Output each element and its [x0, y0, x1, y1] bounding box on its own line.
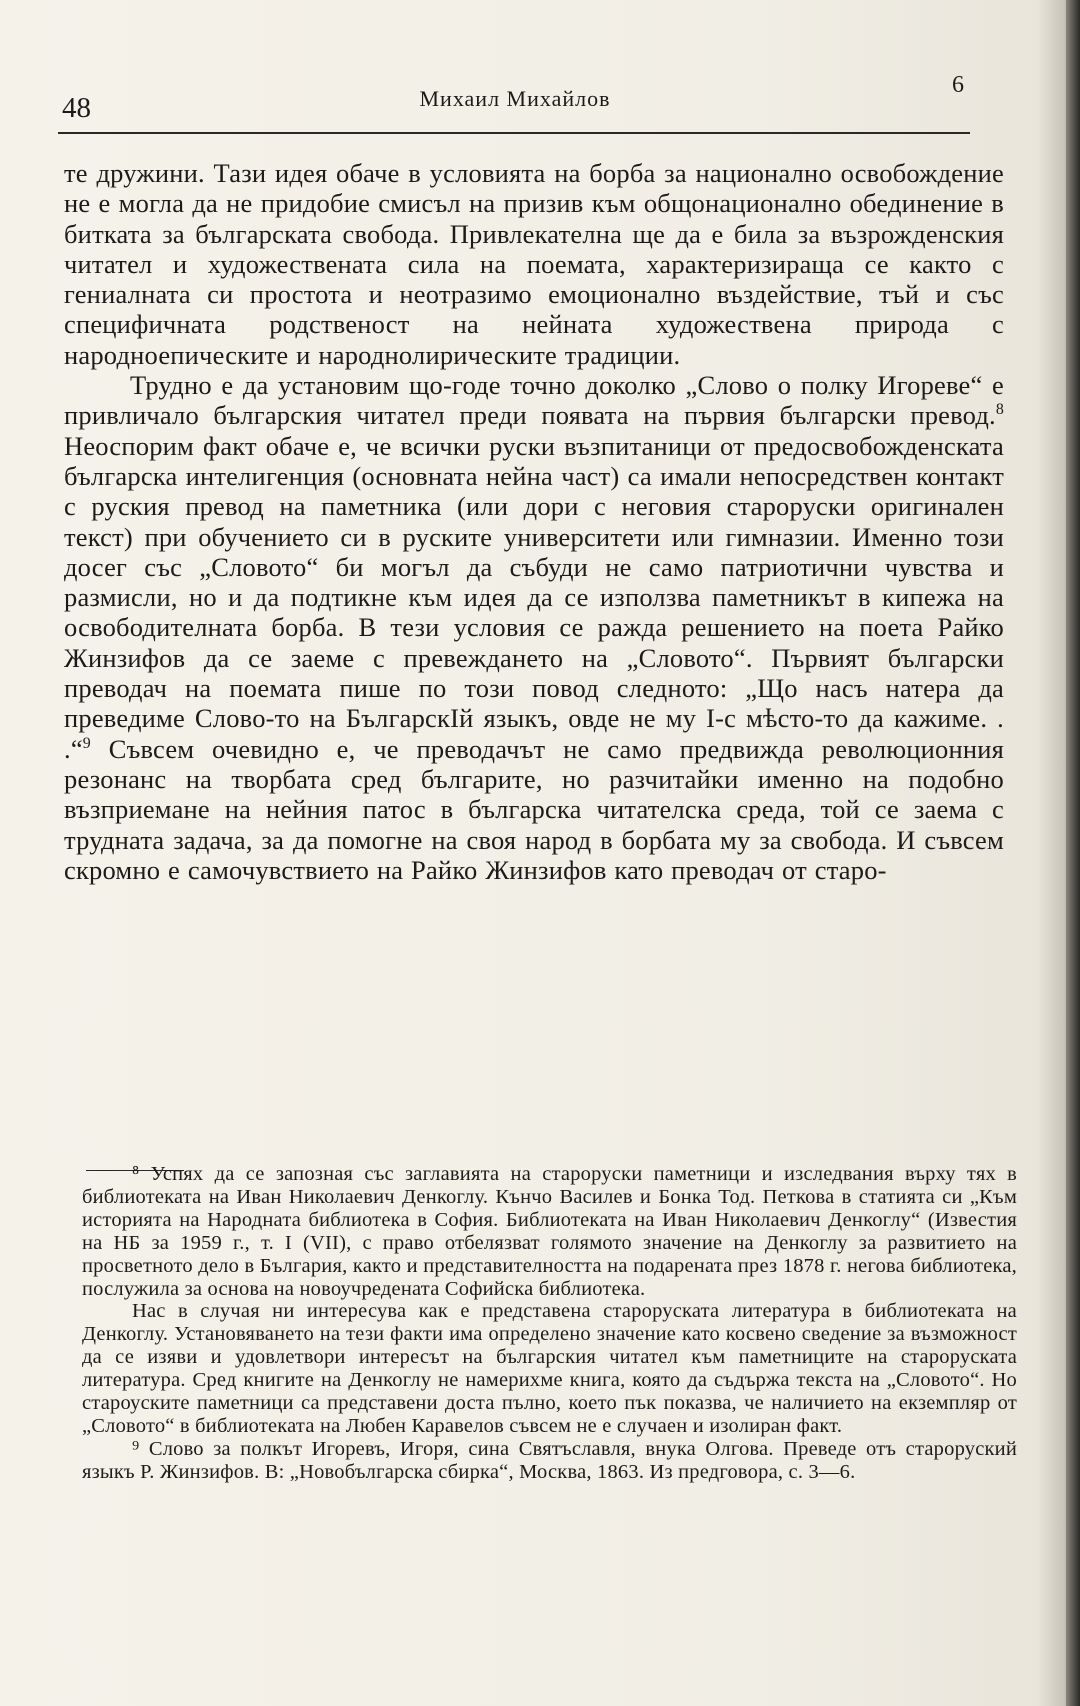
page-header: [60, 72, 970, 128]
main-text: [64, 158, 1004, 885]
header-rule: [58, 132, 970, 134]
book-spine-shadow: [1066, 0, 1080, 1706]
paragraph-1: те дружини. Тази идея обаче в условията на борба за национално освобождение не е могла да не придобие смисъл на призив към общонационално обединение в битката за българската свобода. Привлекателна ще да е била за възрожденския читател и художествената сила на поемата, характеризираща се както с гениалната си простота и неотразимо емоционално въздействие, тъй и със специфичната родственост на нейната художествена природа с народноепическите и народнолирическите традиции.: [64, 158, 1004, 370]
footnote-9: ⁹ Слово за полкът Игоревъ, Игоря, сина Святъславля, внука Олгова. Преведе отъ староруский языкъ Р. Жинзифов. В: „Новобългарска сбирка“, Москва, 1863. Из предговора, с. 3—6.: [82, 1437, 1017, 1483]
footnote-8: ⁸ Успях да се запозная със заглавията на староруски паметници и изследвания върху тях в библиотеката на Иван Николаевич Денкоглу. Кънчо Василев и Бонка Тод. Петкова в статията си „Към историята на Народната библиотека в София. Библиотеката на Иван Николаевич Денкоглу“ (Известия на НБ за 1959 г., т. I (VII), с право отбелязват голямото значение на Денкоглу за развитието на просветното дело в България, както и представителността на подарената през 1878 г. негова библиотека, послужила за основа на новоучредената Софийска библиотека.: [82, 1163, 1017, 1300]
paragraph-2-part-a: Трудно е да установим що-годе точно доколко „Слово о полку Игореве“ е привличало българския читател преди появата на първия български превод.: [64, 370, 1004, 431]
corner-mark: 6: [952, 72, 964, 98]
page-number: 48: [62, 92, 91, 124]
footnote-8-continued: Нас в случая ни интересува как е представена староруската литература в библиотеката на Денкоглу. Установяването на тези факти има определено значение като косвено сведение за възможност да се изяви и удовлетвори интересът на българския читател към паметниците на староруската литература. Сред книгите на Денкоглу не намерихме книга, която да съдържа текста на „Словото“. Но староуските паметници са представени доста пълно, което пък показва, че наличието на екземпляр от „Словото“ в библиотеката на Любен Каравелов съвсем не е случаен и изолиран факт.: [82, 1300, 1017, 1437]
paragraph-2-part-c: Съвсем очевидно е, че преводачът не само предвижда революционния резонанс на творбата сред българите, но разчитайки именно на подобно възприемане на нейния патос в българска читателска среда, той се заема с трудната задача, за да помогне на своя народ в борбата му за свобода. И съвсем скромно е самочувствието на Райко Жинзифов като преводач от старо-: [64, 733, 1004, 885]
paragraph-2-part-b: Неоспорим факт обаче е, че всички руски възпитаници от предосвобожденската българска интелигенция (основната нейна част) са имали непосредствен контакт с руския превод на паметника (или дори с неговия староруски оригинален текст) при обучението си в руските университети или гимназии. Именно този досег със „Словото“ би могъл да събуди не само патриотични чувства и размисли, но и да подтикне към идея да се използва паметникът в кипежа на освободителната борба. В тези условия се ражда решението на поета Райко Жинзифов да се заеме с превеждането на „Словото“. Първият български преводач на поемата пише по този повод следното: „Що насъ натера да преведиме Слово-то на БългарскIй языкъ, овде не му I-с мѣсто-то да кажиме. . .“: [64, 430, 1004, 764]
paragraph-2: [64, 370, 1004, 885]
footnote-ref-9: 9: [82, 734, 91, 752]
footnotes: [82, 1163, 1017, 1484]
running-title: Михаил Михайлов: [419, 86, 611, 111]
footnote-ref-8: 8: [995, 401, 1004, 419]
